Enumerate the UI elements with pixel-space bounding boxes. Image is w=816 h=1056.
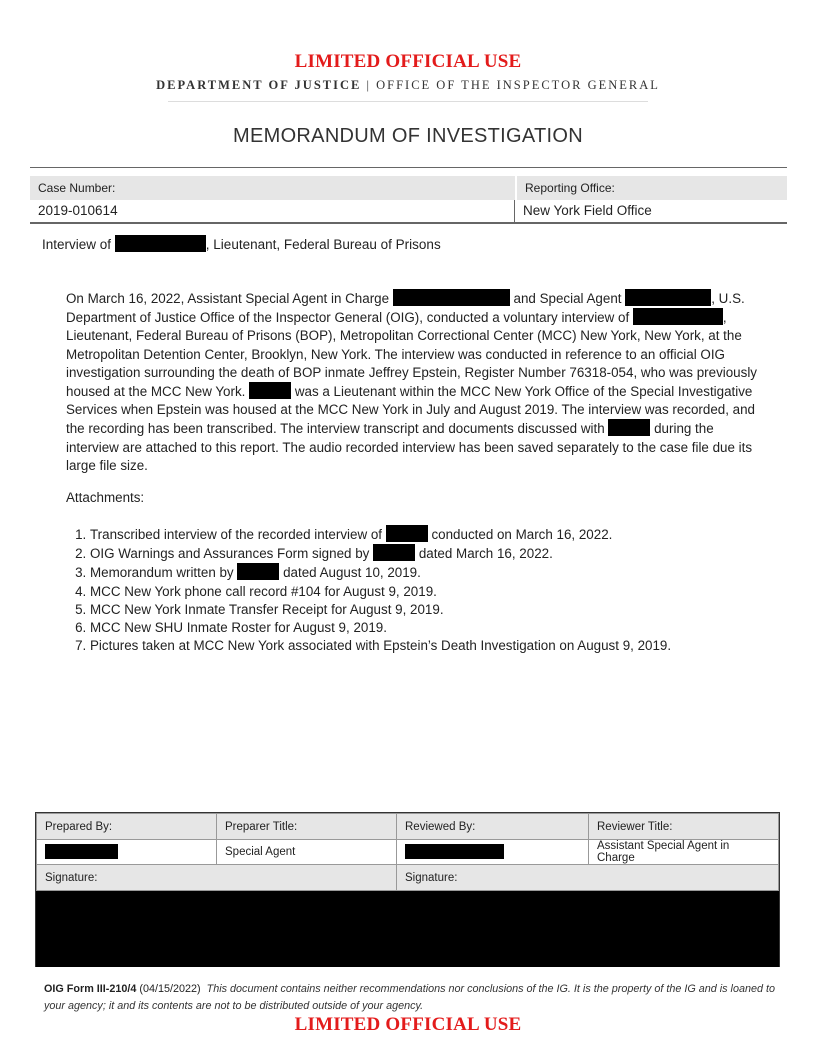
body-text-2: and Special Agent [513, 291, 622, 306]
redaction-block [393, 289, 510, 306]
subject-prefix: Interview of [42, 237, 112, 252]
redaction-block [625, 289, 711, 306]
redaction-block [45, 844, 118, 859]
header-divider [168, 101, 648, 102]
narrative-paragraph [66, 289, 770, 475]
body-text-5: was a Lieutenant within the MCC New York Office of the Special Investigative Services when Epstein was housed at the MCC New York in July and August 2019. The interview was recorded, and the recording has been transcribed. The interview transcript and documents discussed with [66, 384, 756, 437]
body-text-4: , Lieutenant, Federal Bureau of Prisons (BOP), Metropolitan Correctional Center (MCC) New York, New York, at the Metropolitan Detention Center, Brooklyn, New York. The interview was conducted in reference to an official OIG investigation surrounding the death of BOP inmate Jeffrey Epstein, Register Number 76318-054, who was previously housed at the MCC New York. [66, 310, 757, 400]
office-name: OFFICE OF THE INSPECTOR GENERAL [376, 78, 660, 92]
classification-bottom: LIMITED OFFICIAL USE [294, 1014, 522, 1035]
preparer-title-label: Preparer Title: [217, 814, 397, 840]
reviewed-by-label: Reviewed By: [397, 814, 589, 840]
agency-name: DEPARTMENT OF JUSTICE [156, 78, 362, 92]
redaction-block [386, 525, 428, 542]
redaction-block [608, 419, 650, 436]
reviewed-by-value [397, 840, 589, 865]
prepared-by-label: Prepared By: [37, 814, 217, 840]
preparer-title-value: Special Agent [217, 840, 397, 865]
reviewer-title-label: Reviewer Title: [589, 814, 779, 840]
footer-notice: This document contains neither recommendations nor conclusions of the IG. It is the property of the IG and is loaned to your agency; it and its contents are not to be distributed outside of your agency. [44, 983, 775, 1012]
redaction-block [405, 844, 504, 859]
case-number-value: 2019-010614 [30, 200, 515, 222]
attachments-list [66, 525, 770, 655]
signature-block [35, 812, 780, 967]
list-item: 2. OIG Warnings and Assurances Form signed by dated March 16, 2022. [90, 544, 770, 563]
page-title: MEMORANDUM OF INVESTIGATION [233, 125, 583, 147]
case-info-table [30, 176, 787, 224]
reporting-office-value: New York Field Office [523, 203, 652, 218]
subject-suffix: , Lieutenant, Federal Bureau of Prisons [205, 237, 441, 252]
list-item: 6. MCC New SHU Inmate Roster for August 9, 2019. [90, 619, 770, 637]
list-item: 1. Transcribed interview of the recorded interview of conducted on March 16, 2022. [90, 525, 770, 544]
redaction-block [373, 544, 415, 561]
signature-label-preparer: Signature: [37, 865, 397, 891]
department-header [0, 78, 816, 93]
header-separator: | [366, 78, 371, 92]
form-footer [44, 981, 784, 1014]
signature-label-reviewer: Signature: [397, 865, 779, 891]
redaction-block [115, 235, 206, 252]
classification-top: LIMITED OFFICIAL USE [294, 51, 522, 72]
list-item: 4. MCC New York phone call record #104 for August 9, 2019. [90, 583, 770, 601]
list-item: 3. Memorandum written by dated August 10, 2019. [90, 563, 770, 582]
case-number-label: Case Number: [30, 176, 515, 200]
redaction-block [237, 563, 279, 580]
interview-subject [42, 235, 441, 252]
redaction-block [633, 308, 723, 325]
reviewer-title-value: Assistant Special Agent in Charge [589, 840, 779, 865]
form-date: (04/15/2022) [139, 983, 201, 995]
form-id: OIG Form III-210/4 [44, 983, 137, 995]
list-item: 7. Pictures taken at MCC New York associated with Epstein’s Death Investigation on August 9, 2019. [90, 637, 770, 655]
body-text-3: , U.S. Department of Justice Office of the Inspector General (OIG), conducted a voluntary interview of [66, 291, 745, 326]
prepared-by-value [37, 840, 217, 865]
redaction-block [249, 382, 291, 399]
reporting-office-label: Reporting Office: [517, 176, 787, 200]
body-text-1: On March 16, 2022, Assistant Special Agent in Charge [66, 291, 390, 306]
signature-redaction [37, 891, 779, 967]
body-text-6: during the interview are attached to this report. The audio recorded interview has been saved separately to the case file due its large file size. [66, 421, 753, 473]
title-divider [30, 167, 787, 168]
attachments-label: Attachments: [66, 490, 145, 505]
list-item: 5. MCC New York Inmate Transfer Receipt for August 9, 2019. [90, 601, 770, 619]
